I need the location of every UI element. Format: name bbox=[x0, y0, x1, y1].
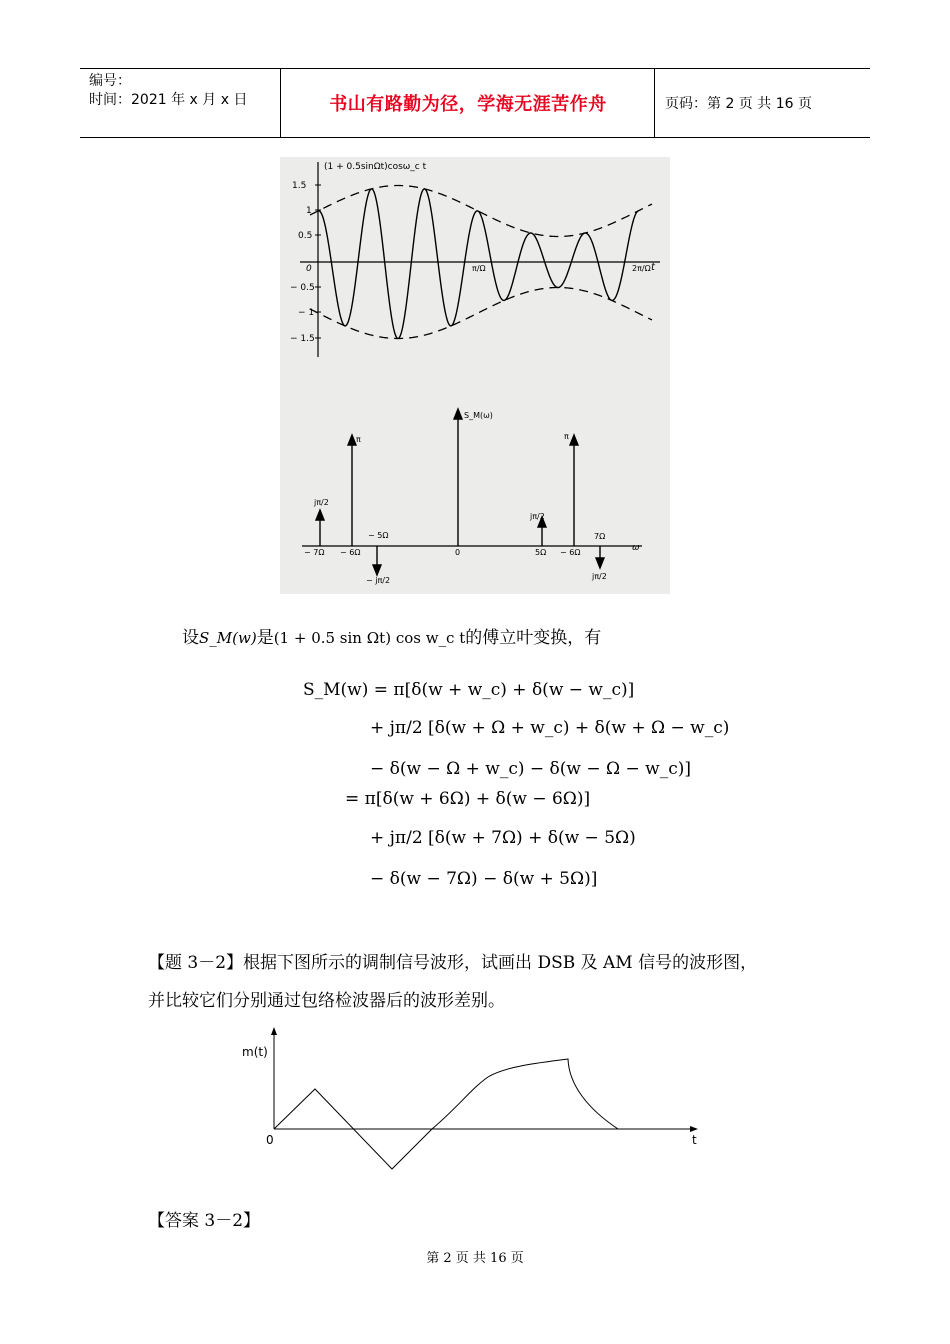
ytick-5: − 0.5 bbox=[290, 283, 315, 293]
label-neg5: − 5Ω bbox=[368, 531, 389, 540]
label-jpi2-right: jπ/2 bbox=[530, 512, 545, 521]
page-footer: 第 2 页 共 16 页 bbox=[426, 1251, 524, 1266]
eq-line-2: + jπ/2 [δ(w + Ω + w_c) + δ(w + Ω − w_c) bbox=[370, 718, 730, 738]
eq-line-1: S_M(w) = π[δ(w + w_c) + δ(w − w_c)] bbox=[303, 680, 635, 700]
problem-line-1: 【题 3－2】根据下图所示的调制信号波形，试画出 DSB 及 AM 信号的波形图， bbox=[148, 953, 758, 973]
x-label: t bbox=[692, 1133, 697, 1147]
ytick-6: − 1 bbox=[298, 308, 315, 318]
number-label: 编号： bbox=[89, 73, 131, 89]
label-pi-left: π bbox=[356, 435, 361, 444]
header-table bbox=[80, 68, 870, 138]
modulating-signal-figure bbox=[236, 1025, 716, 1175]
ytick-3: 0.5 bbox=[298, 231, 313, 241]
wave-xtick-2pi: 2π/Ω bbox=[632, 264, 651, 273]
m-t-curve bbox=[274, 1059, 618, 1169]
wave-x-label: t bbox=[651, 262, 655, 273]
label-neg-jpi2-right: jπ/2 bbox=[592, 572, 607, 581]
ytick-4: 0 bbox=[306, 264, 312, 274]
label-neg-jpi2-left: − jπ/2 bbox=[366, 576, 391, 585]
intro-sentence bbox=[182, 623, 601, 648]
ytick-7: − 1.5 bbox=[290, 334, 315, 344]
origin-label: 0 bbox=[266, 1133, 274, 1147]
label-pos5: 5Ω bbox=[535, 548, 547, 557]
label-pi-right: π bbox=[564, 432, 569, 441]
eq-line-6: − δ(w − 7Ω) − δ(w + 5Ω)] bbox=[370, 869, 598, 889]
header-left-cell bbox=[80, 69, 281, 137]
label-pos6: − 6Ω bbox=[560, 548, 581, 557]
intro-expr: (1 + 0.5 sin Ωt) cos w_c t bbox=[273, 629, 466, 647]
eq-line-5: + jπ/2 [δ(w + 7Ω) + δ(w − 5Ω) bbox=[370, 828, 636, 848]
page-info: 页码：第 2 页 共 16 页 bbox=[665, 96, 812, 112]
label-jpi2-left: jπ/2 bbox=[314, 498, 329, 507]
spectrum-axis-label: ω bbox=[632, 543, 640, 553]
y-label: m(t) bbox=[242, 1045, 268, 1059]
envelope-lower bbox=[310, 288, 652, 339]
scanned-figure bbox=[280, 157, 670, 594]
ytick-2: 1 bbox=[306, 206, 312, 216]
label-neg6: − 6Ω bbox=[340, 548, 361, 557]
eq-line-4: = π[δ(w + 6Ω) + δ(w − 6Ω)] bbox=[345, 789, 591, 809]
ytick-1: 1.5 bbox=[292, 181, 307, 191]
wave-title: (1 + 0.5sinΩt)cosω_c t bbox=[324, 162, 427, 172]
motto: 书山有路勤为径，学海无涯苦作舟 bbox=[282, 69, 655, 137]
wave-xtick-pi: π/Ω bbox=[472, 264, 486, 273]
label-pos7: 7Ω bbox=[594, 532, 606, 541]
spectrum-title: S_M(ω) bbox=[464, 411, 493, 420]
label-neg7: − 7Ω bbox=[304, 548, 325, 557]
envelope-upper bbox=[310, 186, 652, 237]
problem-line-2: 并比较它们分别通过包络检波器后的波形差别。 bbox=[148, 991, 505, 1011]
label-zero: 0 bbox=[455, 548, 461, 557]
eq-line-3: − δ(w − Ω + w_c) − δ(w − Ω − w_c)] bbox=[370, 759, 691, 779]
intro-suffix: 的傅立叶变换，有 bbox=[465, 628, 602, 648]
intro-mid: 是 bbox=[256, 628, 274, 648]
answer-label: 【答案 3－2】 bbox=[148, 1211, 261, 1231]
intro-prefix: 设 bbox=[182, 628, 199, 648]
intro-sm: S_M(w) bbox=[199, 629, 257, 647]
time-label: 时间：2021 年 x 月 x 日 bbox=[89, 92, 248, 108]
am-wave-and-spectrum-figure bbox=[280, 157, 670, 594]
